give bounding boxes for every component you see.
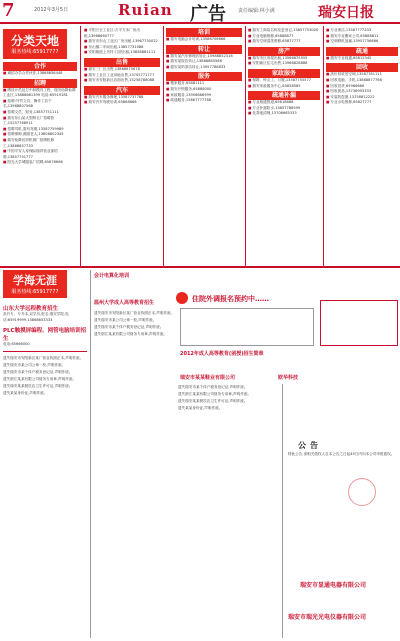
- notice-item: 遗失瑞安某某餐饮店卫生许可证,声明作废。: [178, 399, 248, 403]
- ad-item: ■ 中国平安人寿保险瑞祥营业部招聘,13857751777: [3, 149, 77, 160]
- ad-item: ■ 空调移机加氟,13957756666: [326, 39, 398, 45]
- ad-item: ■ 诚招办学合作伙伴,13868656448: [3, 71, 77, 77]
- notice-item: 遗失浙江某某有限公司财务专用章,声明作废。: [3, 376, 77, 381]
- ad-item: ■ 家政服务,13906666999: [166, 93, 242, 99]
- company-name: 瑞安市显通电器有限公司: [300, 582, 367, 589]
- ad-item: ■ 专业补漏防水,13857788999: [248, 106, 320, 112]
- notice-title: 公告: [298, 441, 322, 450]
- notice-item: 遗失瑞安市安阳新区某厂营业执照正本,声明作废。: [94, 311, 175, 315]
- ad-item: ■ 专业保洁,13587777333: [326, 28, 398, 34]
- course-title: 会计电算化培训: [94, 273, 130, 279]
- ad-item: ■ 专业电脑维修,65888877: [248, 34, 320, 40]
- notice-item: 遗失瑞安市某个体户税务登记证,声明作废。: [94, 325, 164, 329]
- school-ad-title: 山东大学远程教育招生: [3, 306, 59, 312]
- ad-item: ■ 瑞安仙降纺织机械厂招聘机修工,13868657733: [3, 138, 77, 149]
- category-tag: 家政服务: [248, 69, 320, 78]
- ad-item: ■ 聘设计员及打中和模具工程、瑞安仙降仙降工业区,13868661399 电话:65919181: [3, 88, 77, 99]
- ad-item: ■ 瑞安市东山工业区厂房出租,13967730022: [84, 39, 160, 45]
- category-tag: 出售: [84, 58, 160, 67]
- divider: [3, 351, 87, 352]
- classifieds-title: 分类天地: [10, 34, 59, 48]
- ad-item: ■ 瑞安市安阳新区店面出售,15258788088: [84, 78, 160, 84]
- section-title: 广告: [190, 4, 226, 25]
- classifieds-column-1: [3, 62, 77, 267]
- category-tag: 服务: [166, 72, 242, 81]
- classifieds-column-5: [326, 28, 398, 266]
- classifieds-column-3: [166, 28, 242, 266]
- schedule-table: [180, 308, 314, 346]
- ad-item: ■ 回收电脑、手机,13868877766: [326, 78, 398, 84]
- notice-item: 遗失某某身份证,声明作废。: [178, 406, 223, 410]
- notice-body: 特此公告,请相关债权人自本公告之日起45日内向本公司申报债权。: [288, 452, 395, 456]
- ad-item: ■ 瑞安工业区工业用地出售,13705771777: [84, 73, 160, 79]
- column-divider: [163, 26, 164, 266]
- notice-item: 遗失某某身份证,声明作废。: [3, 390, 48, 395]
- ad-item: ■ 专业水电维修,65827777: [326, 100, 398, 106]
- ad-item: ■ 瑞安开锁服务,65888000: [166, 87, 242, 93]
- company-name: 瑞安市瑞光光电仪器有限公司: [288, 614, 367, 621]
- notice-item: 遗失浙江某某有限公司财务专用章,声明作废。: [178, 392, 252, 396]
- notice-item: 遗失瑞安某某餐饮店卫生许可证,声明作废。: [3, 383, 73, 388]
- ad-item: ■ 瑞安工商局名称变更登记,13857753000: [248, 28, 320, 34]
- ad-item: ■ 化粪池清理,13706665333: [248, 111, 320, 117]
- ad-item: ■ 瑞安汽车服务修理,13587737788: [84, 95, 160, 101]
- page-number: 7: [2, 0, 15, 21]
- column-divider: [245, 26, 246, 266]
- category-tag: 招聘: [3, 79, 77, 88]
- ad-item: ■ 安阳街道上坊村:门面出租,13858881111: [84, 50, 160, 56]
- ad-item: ■ 保姆、钟点工、月嫂,13587755577: [248, 78, 320, 84]
- notice-item: 遗失浙江某某有限公司财务专用章,声明作废。: [94, 332, 168, 336]
- ad-item: ■ 瑞安电脑会计培训,13586706666: [166, 37, 242, 43]
- category-tag: 疏通: [326, 47, 398, 56]
- category-tag: 汽车: [84, 86, 160, 95]
- ad-item: ■ 回收废品,13736993333: [326, 89, 398, 95]
- ad-item: ■ 平阳万全工业区:万平方米厂房出租,13968660777: [84, 28, 160, 39]
- lower-column-1: [3, 304, 87, 634]
- ad-item: ■ 瑞安东山某大型制衣厂招聘普工,15257768911: [3, 116, 77, 127]
- notice-item: 遗失瑞安市某个体户税务登记证,声明作废。: [178, 385, 248, 389]
- school-ad-title: PLC触摸屏编程、网管电脑培训招生: [3, 328, 87, 343]
- ad-item: ■ 阳光大学城服装厂招聘,65676666: [3, 160, 77, 166]
- ad-item: ■ 瑞安某饭店转让,13868685566: [166, 59, 242, 65]
- company-name: 瑞安市某某鞋业有限公司: [180, 375, 236, 381]
- category-tag: 疏通补漏: [248, 91, 320, 100]
- ad-item: ■ 瑞安空调清洗维修,65877777: [248, 39, 320, 45]
- public-notice: [288, 452, 396, 572]
- category-tag: 回收: [326, 63, 398, 72]
- notice-item: 遗失瑞安市某公司公章一枚,声明作废。: [3, 362, 66, 367]
- category-tag: 转让: [166, 45, 242, 54]
- lower-column-2: [94, 272, 176, 634]
- ad-item: ■ 瑞安专业搬家公司,65888811: [326, 34, 398, 40]
- category-tag: 合作: [3, 62, 77, 71]
- notice-item: 遗失瑞安市某个体户税务登记证,声明作废。: [3, 369, 73, 374]
- education-phone: 服务热线:65917777: [11, 289, 59, 295]
- ad-item: ■ 瑞安汽车驾驶培训,65868666: [84, 100, 160, 106]
- ad-item: ■ 招聘:外贸文员、操作工若干名,13968807568: [3, 99, 77, 110]
- category-tag: 培训: [166, 28, 242, 37]
- banner-icon: [176, 292, 188, 304]
- ad-item: ■ 瑞安某汽车修理店转让,15988852316: [166, 54, 242, 60]
- ad-item: ■ 安装防盗窗,13758812222: [326, 95, 398, 101]
- ad-item: ■ 瑞安市区房屋出租,13566675555: [248, 56, 320, 62]
- ad-item: ■ 招聘文员、财务,13857751111: [3, 110, 77, 116]
- education-title: 学海无涯: [13, 274, 57, 287]
- editor-credit: 责任编辑:林小满: [238, 8, 275, 14]
- course-title: 温州大学成人高等教育招生: [94, 300, 155, 306]
- admission-title: 2012年成人高等教育(函授)招生简章: [180, 351, 264, 357]
- company-name: 欧华科技: [278, 375, 299, 381]
- ad-item: ■ 东山镇二车间出租,13857731088: [84, 45, 160, 51]
- lower-column-3: [178, 384, 278, 634]
- ad-item: ■ 搬家服务,65881111: [166, 81, 242, 87]
- ad-box: [320, 300, 398, 346]
- ad-item: ■ 瑞安专业疏通,65812345: [326, 56, 398, 62]
- classifieds-column-4: [248, 28, 320, 266]
- classifieds-column-2: [84, 28, 160, 266]
- ad-item: ■ 招聘保姆,照顾老人,13806802345: [3, 132, 77, 138]
- school-ad-text: 电话:65666000: [3, 342, 30, 347]
- notice-item: 遗失瑞安市某公司公章一枚,声明作废。: [94, 318, 157, 322]
- ad-item: ■ 招聘司机,需有驾照,13587759989: [3, 127, 77, 133]
- ad-item: ■ 瑞安某奶茶店转让,13957788833: [166, 65, 242, 71]
- school-ad-text: 高升专、专升本,双学历,报名:瑞安学院,电话:65919999,13868653333: [3, 312, 69, 322]
- issue-date: 2012年3月5日: [34, 7, 69, 13]
- ad-item: ■ 瑞安三厂区出售,13868675678: [84, 67, 160, 73]
- column-divider: [323, 26, 324, 266]
- column-divider: [282, 384, 283, 638]
- ad-item: ■ 疏通服务,15867777788: [166, 98, 242, 104]
- ad-item: ■ 回收旧货,65966666: [326, 84, 398, 90]
- notice-item: 遗失瑞安市安阳新区某厂营业执照正本,声明作废。: [3, 355, 84, 360]
- ad-item: ■ 高价回收旧空调,13587781111: [326, 72, 398, 78]
- recruitment-banner: 住院外调报名预约中……: [192, 295, 269, 303]
- ad-item: ■ 瑞安家政服务中心,65858585: [248, 84, 320, 90]
- column-divider: [80, 26, 81, 266]
- column-divider: [90, 270, 91, 638]
- category-tag: 房产: [248, 47, 320, 56]
- city-logo: Ruian: [118, 1, 173, 19]
- ad-item: ■ 专业疏通管道,65618888: [248, 100, 320, 106]
- paper-name: 瑞安日报: [318, 5, 374, 21]
- company-seal: [348, 478, 376, 506]
- classifieds-phone: 服务热线:65917777: [11, 49, 59, 55]
- section-divider: [0, 266, 400, 268]
- ad-item: ■ 安阳新区住宅出售,13968828888: [248, 61, 320, 67]
